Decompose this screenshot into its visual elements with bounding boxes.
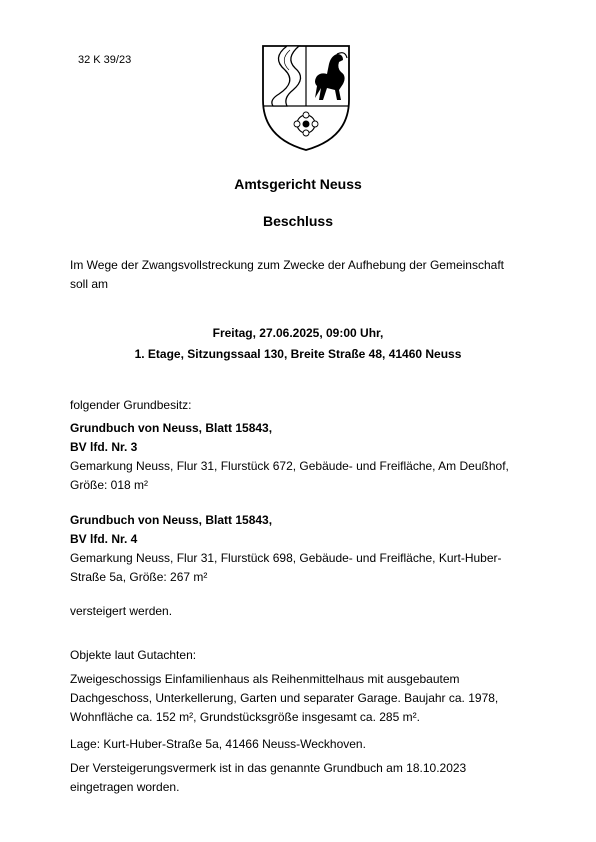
property-description: Gemarkung Neuss, Flur 31, Flurstück 672, Gebäude- und Freifläche, Am Deußhof,: [70, 459, 509, 473]
intro-paragraph: [70, 256, 520, 294]
property-register: Grundbuch von Neuss, Blatt 15843,: [70, 421, 273, 435]
auction-phrase: versteigert werden.: [70, 604, 173, 618]
object-description-line: Wohnfläche ca. 152 m², Grundstücksgröße insgesamt ca. 285 m².: [70, 710, 420, 724]
property-description: Straße 5a, Größe: 267 m²: [70, 570, 208, 584]
appointment-block: [0, 323, 596, 365]
property-entry-1: [70, 419, 520, 495]
object-description-line: Dachgeschoss, Unterkellerung, Garten und separater Garage. Baujahr ca. 1978,: [70, 691, 499, 705]
property-description: Gemarkung Neuss, Flur 31, Flurstück 698, Gebäude- und Freifläche, Kurt-Huber-: [70, 551, 502, 565]
location-line: Lage: Kurt-Huber-Straße 5a, 41466 Neuss-Weckhoven.: [70, 737, 366, 751]
property-bv-number: BV lfd. Nr. 4: [70, 532, 138, 546]
case-number: 32 K 39/23: [78, 54, 132, 66]
property-description: Größe: 018 m²: [70, 478, 149, 492]
coat-of-arms-nrw-icon: [257, 42, 355, 152]
registration-line: Der Versteigerungsvermerk ist in das genannte Grundbuch am 18.10.2023: [70, 761, 467, 775]
court-name: Amtsgericht Neuss: [234, 176, 362, 192]
object-description-line: Zweigeschossigs Einfamilienhaus als Reihenmittelhaus mit ausgebautem: [70, 672, 460, 686]
object-description: [70, 670, 520, 727]
appointment-date-time: Freitag, 27.06.2025, 09:00 Uhr,: [212, 326, 384, 340]
document-type-heading: Beschluss: [262, 213, 334, 229]
registration-note: [70, 759, 520, 797]
intro-line: soll am: [70, 277, 109, 291]
objects-heading: Objekte laut Gutachten:: [70, 648, 197, 662]
property-entry-2: [70, 511, 520, 587]
property-bv-number: BV lfd. Nr. 3: [70, 440, 138, 454]
appointment-location: 1. Etage, Sitzungssaal 130, Breite Straße 48, 41460 Neuss: [134, 347, 462, 361]
property-register: Grundbuch von Neuss, Blatt 15843,: [70, 513, 273, 527]
property-intro: folgender Grundbesitz:: [70, 398, 192, 412]
registration-line: eingetragen worden.: [70, 780, 180, 794]
intro-line: Im Wege der Zwangsvollstreckung zum Zwecke der Aufhebung der Gemeinschaft: [70, 258, 504, 272]
